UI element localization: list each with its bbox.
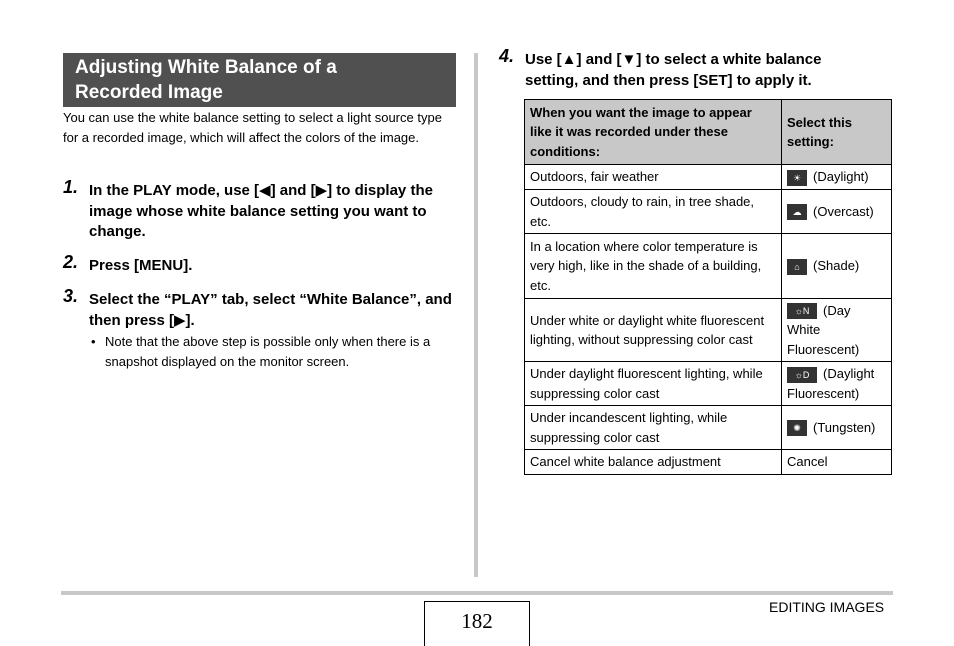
row-condition: Under white or daylight white fluorescent lighting, without suppressing color cast (525, 299, 782, 362)
tungsten-icon: ✺ (787, 420, 807, 436)
table-row (525, 165, 892, 190)
table-row (525, 406, 892, 450)
row-condition: Outdoors, cloudy to rain, in tree shade, etc. (525, 190, 782, 234)
step-4 (499, 46, 875, 91)
row-setting (782, 362, 892, 406)
row-condition: In a location where color temperature is very high, like in the shade of a building, etc. (525, 234, 782, 299)
step-2-number: 2. (63, 252, 79, 272)
setting-label: (Tungsten) (813, 419, 876, 435)
section-title (63, 53, 456, 107)
section-label: EDITING IMAGES (769, 599, 885, 615)
white-balance-table (524, 99, 892, 475)
step-1-number: 1. (63, 177, 79, 197)
row-condition: Outdoors, fair weather (525, 165, 782, 190)
table-row (525, 234, 892, 299)
table-row (525, 450, 892, 475)
daylight-fluorescent-icon: ☼D (787, 367, 817, 383)
note (89, 332, 459, 371)
setting-label: (Overcast) (813, 203, 874, 219)
step-4-text: Use [▲] and [▼] to select a white balance setting, and then press [SET] to apply it. (525, 51, 822, 89)
overcast-icon: ☁ (787, 204, 807, 220)
row-setting: Cancel (782, 450, 892, 475)
column-divider (474, 53, 478, 577)
note-bullet: • (91, 334, 96, 349)
table-row (525, 299, 892, 362)
row-setting (782, 165, 892, 190)
table-header-setting: Select this setting: (782, 100, 892, 165)
footer-rule (61, 591, 893, 595)
step-3-text: Select the “PLAY” tab, select “White Balance”, and then press [▶]. (89, 291, 452, 329)
step-3-number: 3. (63, 286, 79, 306)
table-row (525, 362, 892, 406)
setting-label: (Day White Fluorescent) (787, 302, 860, 357)
setting-label: (Shade) (813, 258, 860, 274)
step-1-text: In the PLAY mode, use [◀] and [▶] to display the image whose white balance setting you want to change. (89, 182, 433, 240)
note-text: Note that the above step is possible only when there is a snapshot displayed on the monitor screen. (105, 334, 431, 369)
row-setting (782, 406, 892, 450)
table-header-row (525, 100, 892, 165)
setting-label: (Daylight Fluorescent) (787, 366, 875, 401)
daylight-icon: ☀ (787, 170, 807, 186)
setting-label: (Daylight) (813, 169, 869, 185)
shade-icon: ⌂ (787, 259, 807, 275)
section-title-line2: Recorded Image (75, 82, 223, 103)
step-2-text: Press [MENU]. (89, 257, 193, 274)
row-setting (782, 299, 892, 362)
intro-paragraph: You can use the white balance setting to select a light source type for a recorded image, which will affect the colors of the image. (63, 110, 442, 145)
table-header-condition: When you want the image to appear like it was recorded under these conditions: (525, 100, 782, 165)
table-row (525, 190, 892, 234)
page-number: 182 (424, 601, 530, 646)
step-4-number: 4. (499, 46, 515, 66)
row-condition: Under daylight fluorescent lighting, while suppressing color cast (525, 362, 782, 406)
section-title-line1: Adjusting White Balance of a (75, 57, 337, 78)
row-setting (782, 234, 892, 299)
row-condition: Cancel white balance adjustment (525, 450, 782, 475)
day-white-fluorescent-icon: ☼N (787, 303, 817, 319)
step-2 (63, 252, 459, 277)
step-3 (63, 286, 461, 331)
row-setting (782, 190, 892, 234)
step-1 (63, 177, 459, 243)
row-condition: Under incandescent lighting, while suppressing color cast (525, 406, 782, 450)
